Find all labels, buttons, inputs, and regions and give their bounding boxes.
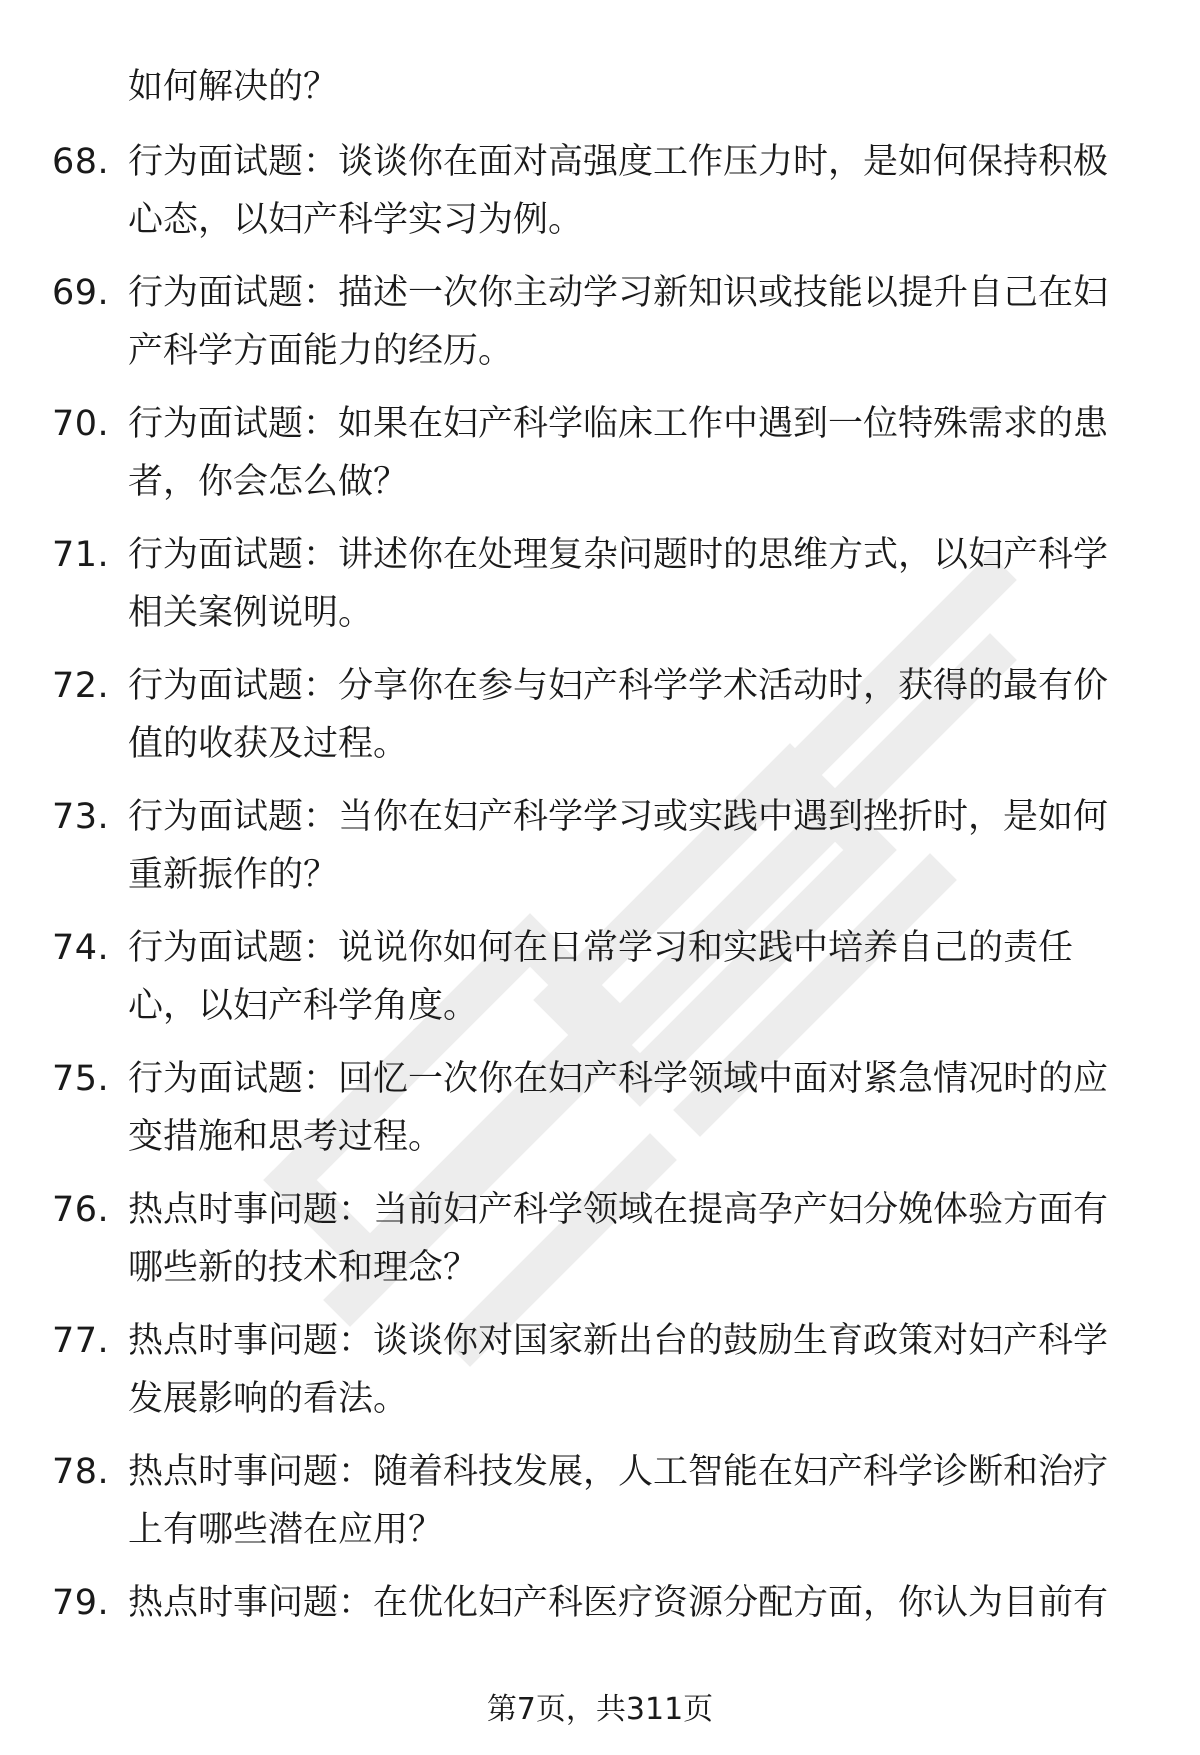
continued-text: 如何解决的？ — [128, 67, 339, 107]
list-item — [0, 526, 1200, 657]
list-item — [0, 919, 1200, 1050]
item-number: 72. — [52, 666, 110, 706]
item-text: 行为面试题：描述一次你主动学习新知识或技能以提升自己在妇产科学方面能力的经历。 — [128, 273, 1109, 371]
question-list — [0, 133, 1200, 1654]
item-text: 行为面试题：如果在妇产科学临床工作中遇到一位特殊需求的患者，你会怎么做？ — [128, 404, 1109, 502]
item-text: 热点时事问题：在优化妇产科医疗资源分配方面，你认为目前有 — [128, 1583, 1109, 1623]
list-item — [0, 788, 1200, 919]
item-number: 70. — [52, 404, 110, 444]
item-text: 热点时事问题：随着科技发展，人工智能在妇产科学诊断和治疗上有哪些潜在应用？ — [128, 1452, 1109, 1550]
item-number: 78. — [52, 1452, 110, 1492]
item-number: 76. — [52, 1190, 110, 1230]
item-number: 77. — [52, 1321, 110, 1361]
item-text: 行为面试题：回忆一次你在妇产科学领域中面对紧急情况时的应变措施和思考过程。 — [128, 1059, 1109, 1157]
item-number: 69. — [52, 273, 110, 313]
list-item — [0, 133, 1200, 264]
list-item — [0, 1050, 1200, 1181]
item-number: 75. — [52, 1059, 110, 1099]
list-item — [0, 1312, 1200, 1443]
item-text: 行为面试题：分享你在参与妇产科学学术活动时，获得的最有价值的收获及过程。 — [128, 666, 1109, 764]
list-item — [0, 264, 1200, 395]
item-text: 行为面试题：谈谈你在面对高强度工作压力时，是如何保持积极心态，以妇产科学实习为例。 — [128, 142, 1109, 240]
list-item — [0, 1443, 1200, 1574]
item-number: 74. — [52, 928, 110, 968]
list-item — [0, 657, 1200, 788]
item-number: 73. — [52, 797, 110, 837]
item-text: 行为面试题：当你在妇产科学学习或实践中遇到挫折时，是如何重新振作的？ — [128, 797, 1109, 895]
item-number: 68. — [52, 142, 110, 182]
list-item — [0, 1181, 1200, 1312]
page-footer: 第7页，共311页 — [486, 1692, 714, 1727]
item-text: 热点时事问题：当前妇产科学领域在提高孕产妇分娩体验方面有哪些新的技术和理念？ — [128, 1190, 1109, 1288]
item-number: 71. — [52, 535, 110, 575]
list-item — [0, 395, 1200, 526]
list-item — [0, 1574, 1200, 1654]
item-text: 行为面试题：讲述你在处理复杂问题时的思维方式，以妇产科学相关案例说明。 — [128, 535, 1109, 633]
item-number: 79. — [52, 1583, 110, 1623]
item-text: 热点时事问题：谈谈你对国家新出台的鼓励生育政策对妇产科学发展影响的看法。 — [128, 1321, 1109, 1419]
item-text: 行为面试题：说说你如何在日常学习和实践中培养自己的责任心，以妇产科学角度。 — [128, 928, 1074, 1026]
